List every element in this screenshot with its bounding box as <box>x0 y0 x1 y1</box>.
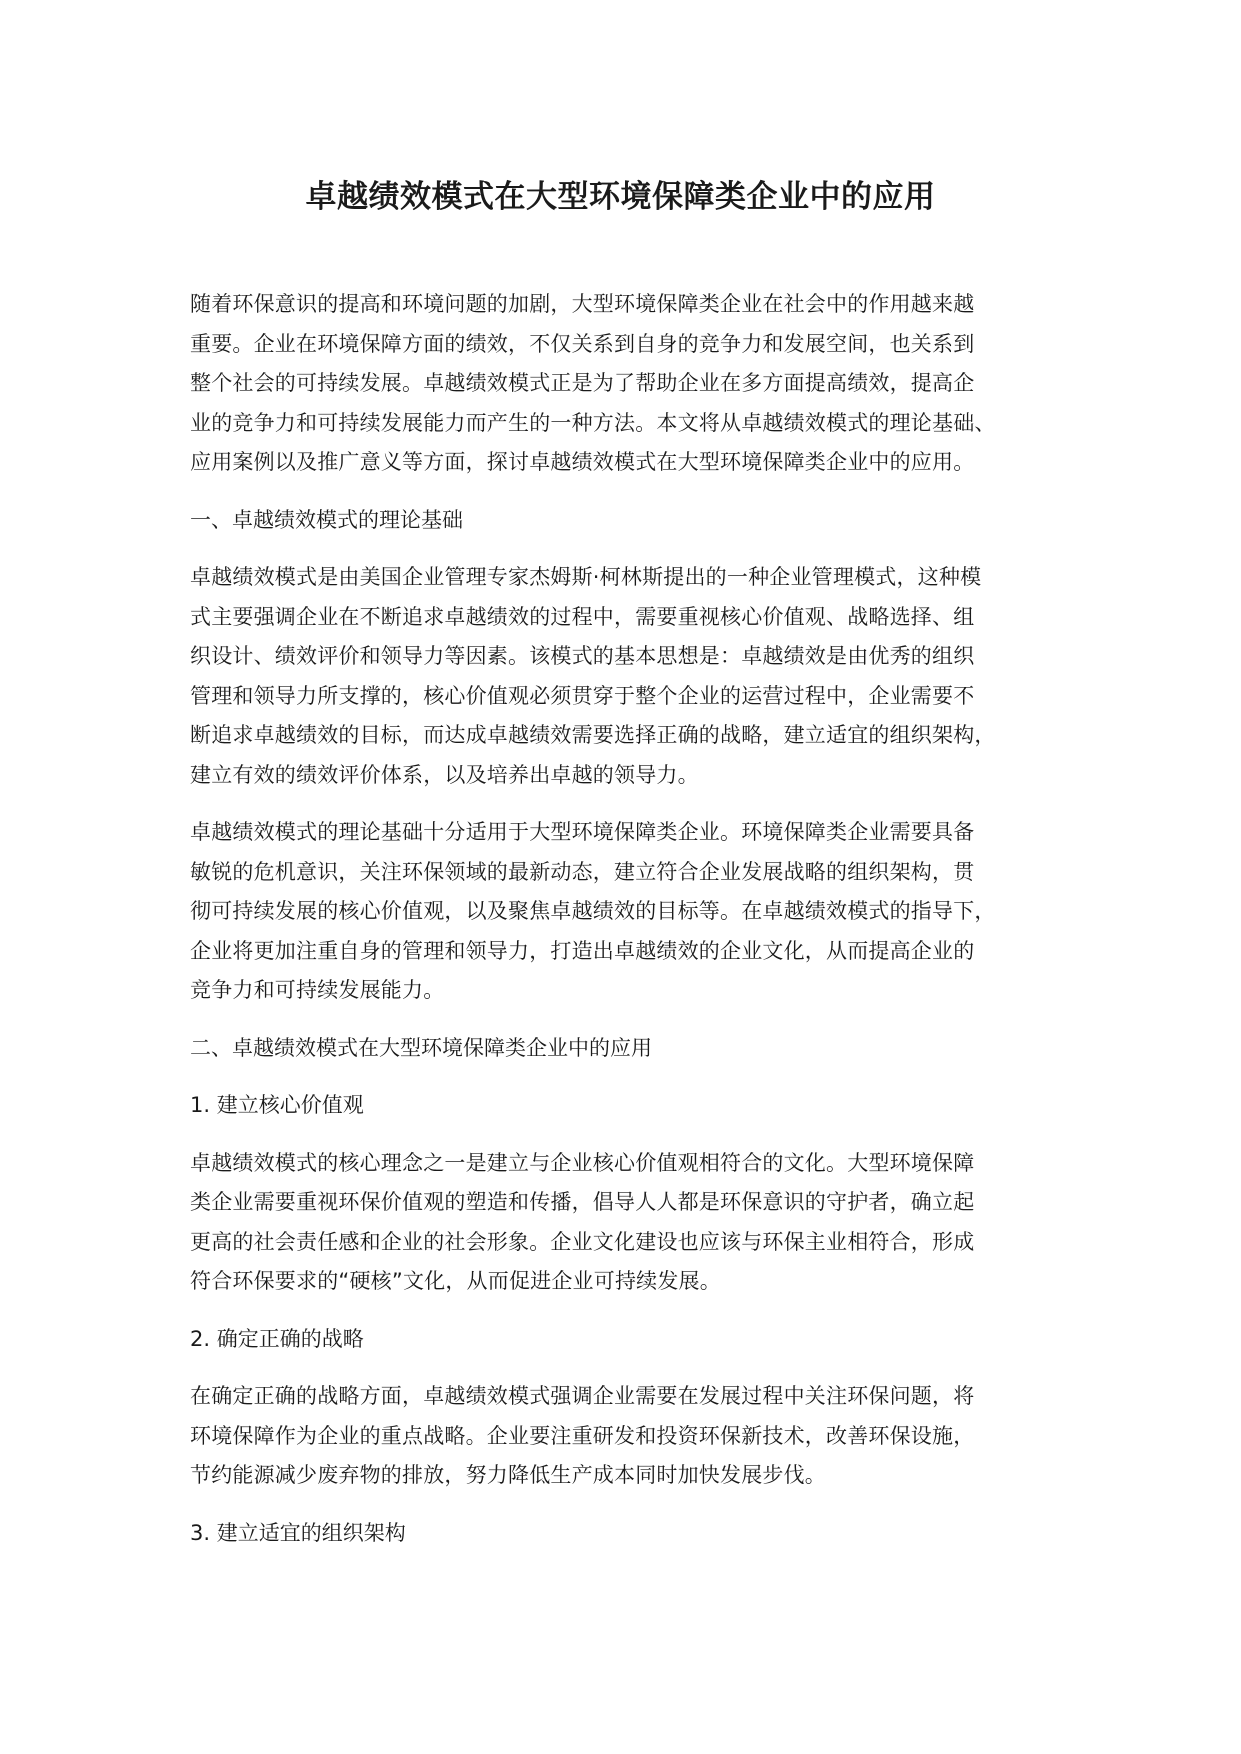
text-line: 织设计、绩效评价和领导力等因素。该模式的基本思想是：卓越绩效是由优秀的组织 <box>190 644 975 668</box>
text-line: 敏锐的危机意识，关注环保领域的最新动态，建立符合企业发展战略的组织架构，贯 <box>190 859 975 884</box>
subsection-2-heading: 2. 确定正确的战略 <box>190 1326 364 1351</box>
text-line: 业的竞争力和可持续发展能力而产生的一种方法。本文将从卓越绩效模式的理论基础、 <box>190 410 996 435</box>
strategy-paragraph <box>190 1377 1080 1496</box>
subsection-1-heading: 1. 建立核心价值观 <box>190 1093 364 1117</box>
theory-paragraph-2 <box>190 813 1080 1011</box>
section-2-heading: 二、卓越绩效模式在大型环境保障类企业中的应用 <box>190 1035 652 1060</box>
text-line: 建立有效的绩效评价体系，以及培养出卓越的领导力。 <box>190 762 699 787</box>
text-line: 环境保障作为企业的重点战略。企业要注重研发和投资环保新技术，改善环保设施， <box>190 1423 975 1448</box>
text-line: 企业将更加注重自身的管理和领导力，打造出卓越绩效的企业文化，从而提高企业的 <box>190 938 975 963</box>
theory-paragraph-1 <box>190 558 1080 795</box>
text-line: 卓越绩效模式的核心理念之一是建立与企业核心价值观相符合的文化。大型环境保障 <box>190 1150 975 1175</box>
text-line: 竞争力和可持续发展能力。 <box>190 978 445 1002</box>
text-line: 在确定正确的战略方面，卓越绩效模式强调企业需要在发展过程中关注环保问题，将 <box>190 1384 975 1408</box>
text-line: 符合环保要求的“硬核”文化，从而促进企业可持续发展。 <box>190 1269 721 1293</box>
core-values-paragraph <box>190 1144 1080 1302</box>
document-title: 卓越绩效模式在大型环境保障类企业中的应用 <box>305 179 936 215</box>
text-line: 卓越绩效模式的理论基础十分适用于大型环境保障类企业。环境保障类企业需要具备 <box>190 820 975 844</box>
text-line: 随着环保意识的提高和环境问题的加剧，大型环境保障类企业在社会中的作用越来越 <box>190 292 975 316</box>
text-line: 管理和领导力所支撑的，核心价值观必须贯穿于整个企业的运营过程中，企业需要不 <box>190 683 975 708</box>
text-line: 节约能源减少废弃物的排放，努力降低生产成本同时加快发展步伐。 <box>190 1463 826 1487</box>
section-1-heading: 一、卓越绩效模式的理论基础 <box>190 507 463 532</box>
document-body <box>190 285 1080 1571</box>
subsection-3-heading: 3. 建立适宜的组织架构 <box>190 1520 406 1545</box>
text-line: 卓越绩效模式是由美国企业管理专家杰姆斯·柯林斯提出的一种企业管理模式，这种模 <box>190 565 982 589</box>
text-line: 整个社会的可持续发展。卓越绩效模式正是为了帮助企业在多方面提高绩效，提高企 <box>190 371 975 395</box>
text-line: 彻可持续发展的核心价值观，以及聚焦卓越绩效的目标等。在卓越绩效模式的指导下， <box>190 899 996 923</box>
text-line: 重要。企业在环境保障方面的绩效，不仅关系到自身的竞争力和发展空间，也关系到 <box>190 331 975 356</box>
text-line: 更高的社会责任感和企业的社会形象。企业文化建设也应该与环保主业相符合，形成 <box>190 1229 975 1254</box>
text-line: 类企业需要重视环保价值观的塑造和传播，倡导人人都是环保意识的守护者，确立起 <box>190 1190 975 1214</box>
intro-paragraph <box>190 285 1080 483</box>
text-line: 断追求卓越绩效的目标，而达成卓越绩效需要选择正确的战略，建立适宜的组织架构， <box>190 723 996 747</box>
text-line: 应用案例以及推广意义等方面，探讨卓越绩效模式在大型环境保障类企业中的应用。 <box>190 450 975 474</box>
text-line: 式主要强调企业在不断追求卓越绩效的过程中，需要重视核心价值观、战略选择、组 <box>190 604 975 629</box>
